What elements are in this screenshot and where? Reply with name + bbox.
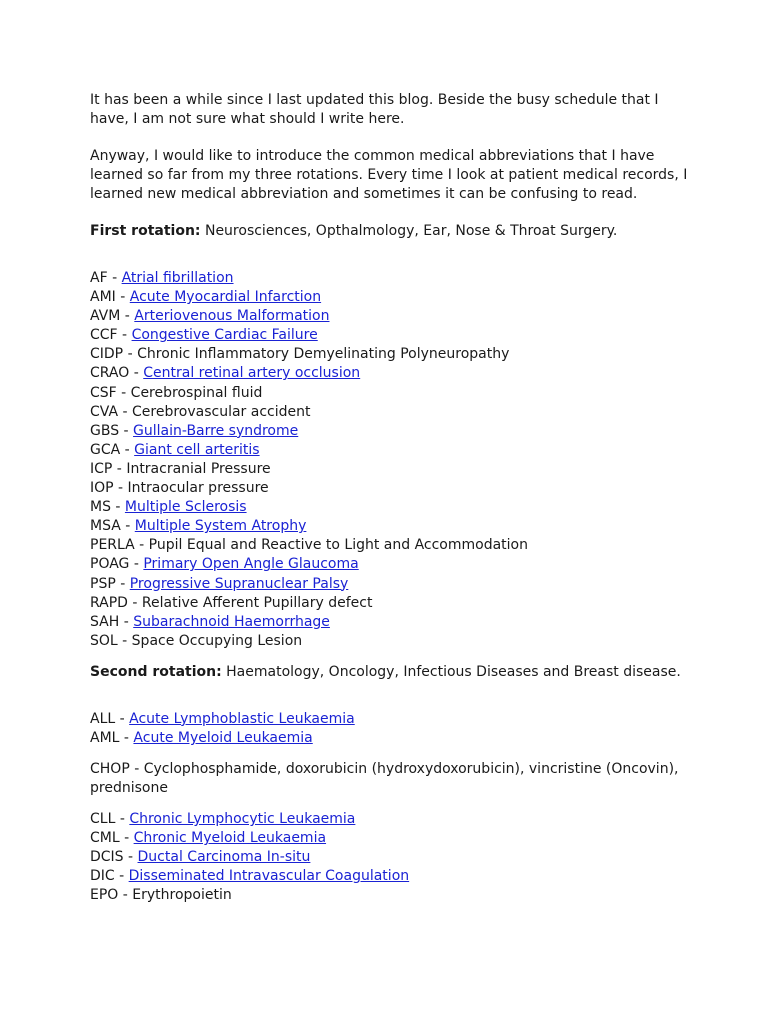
abbreviation-definition-link[interactable]: Arteriovenous Malformation <box>134 308 330 325</box>
abbreviation-item <box>90 632 690 651</box>
abbreviation-definition: Intraocular pressure <box>127 480 269 497</box>
abbreviation-item <box>90 613 690 632</box>
abbreviation-code: AF <box>90 270 108 286</box>
abbreviation-code: POAG <box>90 556 130 573</box>
abbreviation-code: DIC <box>90 868 115 885</box>
abbreviation-code: GBS <box>90 422 120 439</box>
abbreviation-code: CSF <box>90 384 117 401</box>
abbreviation-item <box>90 326 690 345</box>
abbreviation-code: CCF <box>90 327 118 344</box>
abbreviation-definition: Pupil Equal and Reactive to Light and Accommodation <box>148 537 528 554</box>
second-rotation-heading <box>90 663 690 682</box>
abbreviation-definition-link[interactable]: Gullain-Barre syndrome <box>133 422 299 439</box>
abbreviation-item <box>90 441 690 460</box>
abbreviation-item <box>90 886 690 905</box>
abbreviation-item <box>90 422 690 441</box>
abbreviation-separator: - <box>115 710 130 727</box>
abbreviation-code: SAH <box>90 613 120 630</box>
abbreviation-code: MSA <box>90 518 121 535</box>
abbreviation-separator: - <box>117 632 132 649</box>
abbreviation-separator: - <box>119 422 134 439</box>
abbreviation-item <box>90 729 690 748</box>
abbreviation-definition-link[interactable]: Central retinal artery occlusion <box>143 365 361 382</box>
abbreviation-separator: - <box>107 270 122 286</box>
abbreviation-separator: - <box>110 499 125 516</box>
abbreviation-item <box>90 384 690 403</box>
abbreviation-code: DCIS <box>90 849 124 866</box>
abbreviation-definition: Cerebrovascular accident <box>132 403 311 420</box>
abbreviation-item <box>90 829 690 848</box>
first-rotation-abbreviation-list <box>90 269 690 651</box>
abbreviation-definition: Intracranial Pressure <box>126 460 271 477</box>
abbreviation-code: MS <box>90 499 111 516</box>
second-rotation-abbreviation-list-b <box>90 810 690 905</box>
abbreviation-separator: - <box>118 887 133 904</box>
abbreviation-code: ICP <box>90 460 113 477</box>
abbreviation-separator: - <box>117 327 132 344</box>
abbreviation-item <box>90 364 690 383</box>
abbreviation-definition-link[interactable]: Giant cell arteritis <box>134 441 260 458</box>
abbreviation-separator: - <box>114 868 129 885</box>
abbreviation-code: CLL <box>90 811 116 828</box>
abbreviation-definition-link[interactable]: Progressive Supranuclear Palsy <box>129 575 349 592</box>
abbreviation-item <box>90 269 690 288</box>
abbreviation-item <box>90 810 690 829</box>
abbreviation-definition-link[interactable]: Multiple Sclerosis <box>124 499 247 516</box>
abbreviation-separator: - <box>120 308 135 325</box>
abbreviation-definition-link[interactable]: Disseminated Intravascular Coagulation <box>128 868 410 885</box>
abbreviation-item <box>90 555 690 574</box>
abbreviation-item <box>90 536 690 555</box>
abbreviation-item <box>90 710 690 729</box>
abbreviation-separator: - <box>120 441 135 458</box>
abbreviation-code: CRAO <box>90 365 130 382</box>
abbreviation-code: PERLA <box>90 537 135 554</box>
abbreviation-separator: - <box>119 729 134 746</box>
abbreviation-separator: - <box>129 556 144 573</box>
abbreviation-code: SOL <box>90 632 118 649</box>
abbreviation-item <box>90 288 690 307</box>
abbreviation-separator: - <box>134 537 149 554</box>
abbreviation-code: RAPD <box>90 594 128 611</box>
abbreviation-definition-link[interactable]: Chronic Lymphocytic Leukaemia <box>129 811 356 828</box>
abbreviation-separator: - <box>119 613 134 630</box>
abbreviation-definition: Erythropoietin <box>132 887 232 904</box>
abbreviation-code: PSP <box>90 575 116 592</box>
abbreviation-item <box>90 867 690 886</box>
abbreviation-item <box>90 479 690 498</box>
abbreviation-code: IOP <box>90 480 114 497</box>
abbreviation-item <box>90 345 690 364</box>
intro-paragraph-2: Anyway, I would like to introduce the common medical abbreviations that I have learned so far from my three rotations. Every time I look at patient medical records, I learned new medical abbreviation and sometimes it can be confusing to read. <box>90 148 688 202</box>
abbreviation-item <box>90 307 690 326</box>
abbreviation-definition-link[interactable]: Primary Open Angle Glaucoma <box>143 556 359 573</box>
abbreviation-code: AVM <box>90 308 121 325</box>
second-rotation-specialties: Haematology, Oncology, Infectious Diseases and Breast disease. <box>221 663 681 680</box>
abbreviation-code: CML <box>90 830 120 847</box>
abbreviation-item <box>90 460 690 479</box>
abbreviation-item <box>90 594 690 613</box>
abbreviation-separator: - <box>115 575 130 592</box>
abbreviation-definition: Space Occupying Lesion <box>131 632 303 649</box>
abbreviation-separator: - <box>118 403 132 420</box>
abbreviation-definition-link[interactable]: Ductal Carcinoma In-situ <box>137 849 311 866</box>
abbreviation-definition-link[interactable]: Acute Myeloid Leukaemia <box>133 729 313 746</box>
abbreviation-definition: Cerebrospinal fluid <box>130 384 263 401</box>
abbreviation-definition-link[interactable]: Subarachnoid Haemorrhage <box>133 613 330 630</box>
abbreviation-item <box>90 575 690 594</box>
second-rotation-abbreviation-list-a <box>90 710 690 748</box>
first-rotation-label: First rotation: <box>90 223 201 239</box>
abbreviation-definition-link[interactable]: Atrial fibrillation <box>121 270 234 286</box>
abbreviation-definition-link[interactable]: Congestive Cardiac Failure <box>131 327 318 344</box>
abbreviation-separator: - <box>127 594 142 611</box>
abbreviation-code: AMI <box>90 289 116 306</box>
abbreviation-item <box>90 498 690 517</box>
abbreviation-code: GCA <box>90 441 121 458</box>
abbreviation-separator: - <box>119 830 134 847</box>
abbreviation-definition: Relative Afferent Pupillary defect <box>141 594 373 611</box>
abbreviation-separator: - <box>112 460 127 477</box>
abbreviation-separator: - <box>113 480 128 497</box>
abbreviation-definition-link[interactable]: Acute Lymphoblastic Leukaemia <box>129 710 355 727</box>
first-rotation-specialties: Neurosciences, Opthalmology, Ear, Nose & Throat Surgery. <box>200 223 618 239</box>
abbreviation-item <box>90 403 690 422</box>
first-rotation-heading <box>90 222 690 241</box>
abbreviation-separator: - <box>123 849 138 866</box>
abbreviation-separator: - <box>123 346 138 363</box>
intro-paragraph-1: It has been a while since I last updated this blog. Beside the busy schedule that I have, I am not sure what should I write here. <box>90 92 659 127</box>
abbreviation-code: CIDP <box>90 346 124 363</box>
abbreviation-code: CVA <box>90 403 119 420</box>
abbreviation-item <box>90 848 690 867</box>
abbreviation-separator: - <box>115 811 130 828</box>
abbreviation-code: EPO <box>90 887 119 904</box>
second-rotation-label: Second rotation: <box>90 663 222 680</box>
abbreviation-definition-link[interactable]: Acute Myocardial Infarction <box>129 289 322 306</box>
abbreviation-separator: - <box>116 384 131 401</box>
abbreviation-definition: Chronic Inflammatory Demyelinating Polyneuropathy <box>137 346 510 363</box>
abbreviation-code: AML <box>90 729 120 746</box>
abbreviation-separator: - <box>115 289 130 306</box>
abbreviation-definition-link[interactable]: Multiple System Atrophy <box>134 518 307 535</box>
blog-post-body <box>90 91 690 906</box>
abbreviation-definition-link[interactable]: Chronic Myeloid Leukaemia <box>133 830 327 847</box>
chop-regimen: CHOP - Cyclophosphamide, doxorubicin (hydroxydoxorubicin), vincristine (Oncovin), prednisone <box>90 761 679 797</box>
abbreviation-separator: - <box>129 365 144 382</box>
abbreviation-code: ALL <box>90 710 116 727</box>
abbreviation-item <box>90 517 690 536</box>
abbreviation-separator: - <box>120 518 135 535</box>
